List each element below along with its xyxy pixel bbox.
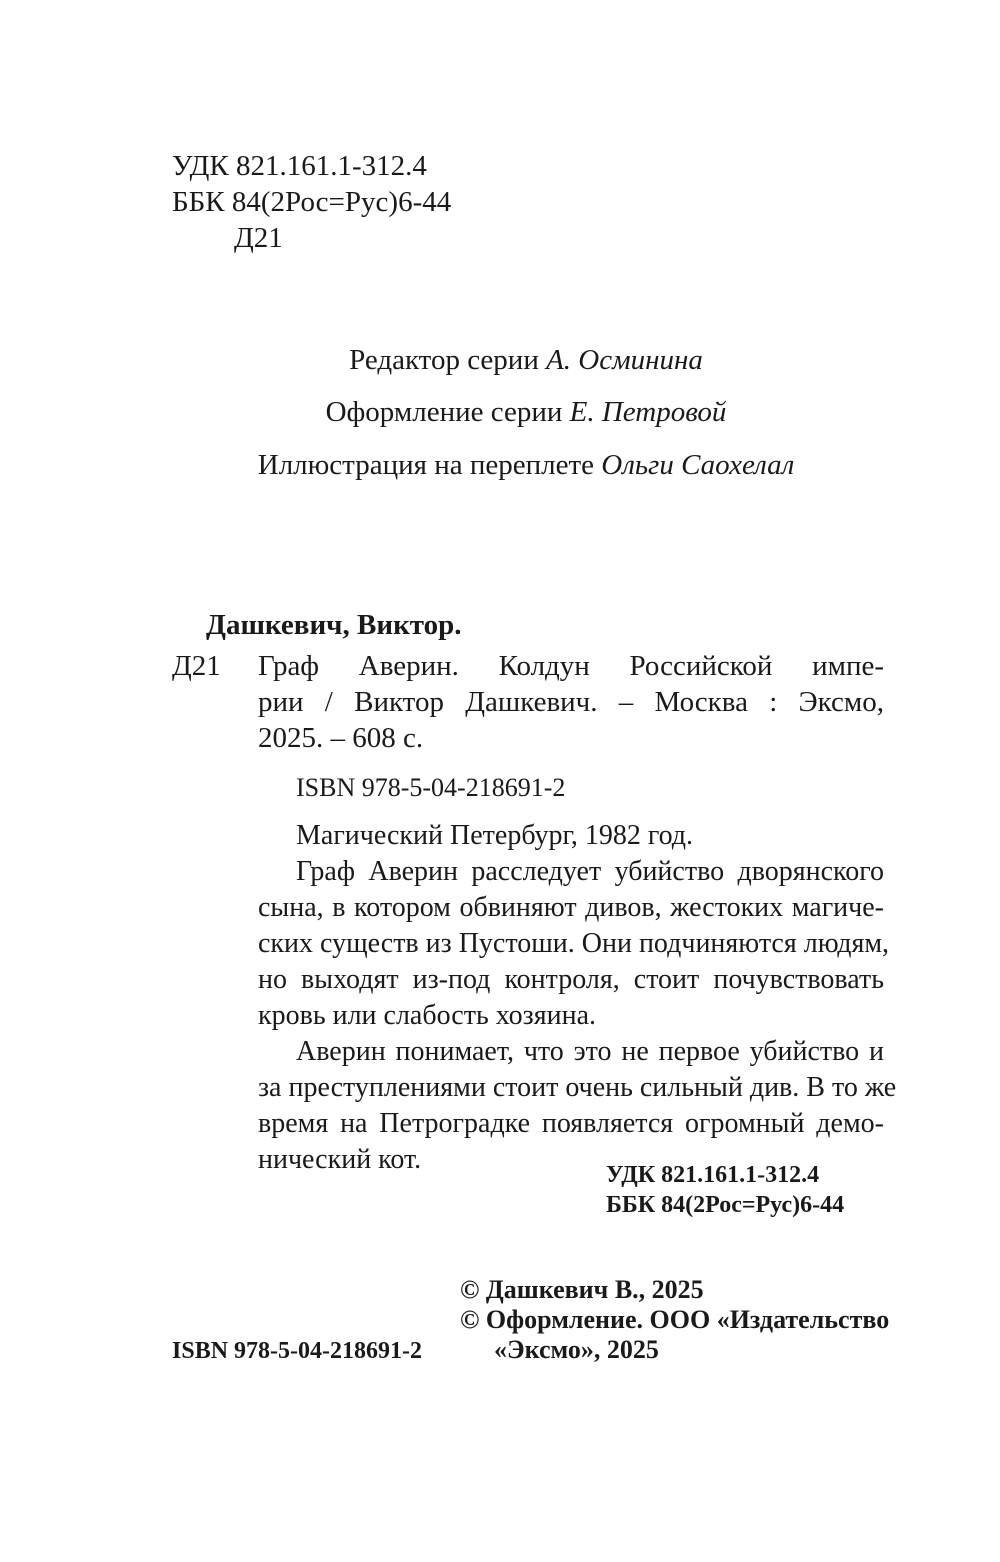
annotation-line: но выходят из-под контроля, стоит почувствовать <box>258 964 884 995</box>
record-udk: УДК 821.161.1-312.4 <box>606 1162 820 1188</box>
credit-name: Е. Петровой <box>569 396 727 428</box>
annotation <box>258 818 897 1178</box>
record-author: Дашкевич, Виктор. <box>206 609 462 641</box>
annotation-line: Аверин понимает, что это не первое убийство и <box>296 1036 884 1067</box>
annotation-line: время на Петроградке появляется огромный демо- <box>258 1108 884 1139</box>
credit-label: Оформление серии <box>325 396 563 428</box>
credits-block <box>0 342 1000 499</box>
record-isbn: ISBN 978-5-04-218691-2 <box>296 773 566 802</box>
title-line: рии / Виктор Дашкевич. – Москва : Эксмо, <box>258 686 884 718</box>
credit-label: Редактор серии <box>349 344 539 376</box>
copyright-publisher: © Оформление. ООО «Издательство <box>460 1305 890 1334</box>
credit-name: А. Осминина <box>546 344 703 376</box>
annotation-line: Магический Петербург, 1982 год. <box>296 820 694 851</box>
record-bbk: ББК 84(2Рос=Рус)6-44 <box>606 1192 845 1218</box>
udk-code: УДК 821.161.1-312.4 <box>172 150 427 182</box>
author-code: Д21 <box>234 222 283 254</box>
credit-name: Ольги Саохелал <box>601 449 795 481</box>
bbk-code: ББК 84(2Рос=Рус)6-44 <box>172 186 452 218</box>
credit-editor <box>0 342 1000 394</box>
annotation-line: сына, в котором обвиняют дивов, жестоких магиче- <box>258 892 884 923</box>
copyright-author: © Дашкевич В., 2025 <box>460 1275 704 1304</box>
annotation-line: Граф Аверин расследует убийство дворянского <box>296 856 884 887</box>
credit-illustration <box>0 447 1000 499</box>
copyright-publisher-cont: «Эксмо», 2025 <box>494 1335 659 1364</box>
title-line: 2025. – 608 с. <box>258 722 424 754</box>
copyright-block <box>460 1275 889 1365</box>
footer-isbn: ISBN 978-5-04-218691-2 <box>172 1338 422 1364</box>
credit-design <box>0 394 1000 447</box>
record-title <box>258 648 884 756</box>
record-code: Д21 <box>172 650 221 682</box>
annotation-line: кровь или слабость хозяина. <box>258 1000 597 1031</box>
annotation-line: нический кот. <box>258 1144 422 1175</box>
annotation-line: за преступлениями стоит очень сильный див. В то же <box>258 1072 897 1103</box>
credit-label: Иллюстрация на переплете <box>257 449 595 481</box>
classification-block <box>172 148 451 256</box>
title-line: Граф Аверин. Колдун Российской импе- <box>258 650 884 682</box>
annotation-line: ских существ из Пустоши. Они подчиняются людям, <box>258 928 890 959</box>
record-classification <box>606 1160 844 1220</box>
